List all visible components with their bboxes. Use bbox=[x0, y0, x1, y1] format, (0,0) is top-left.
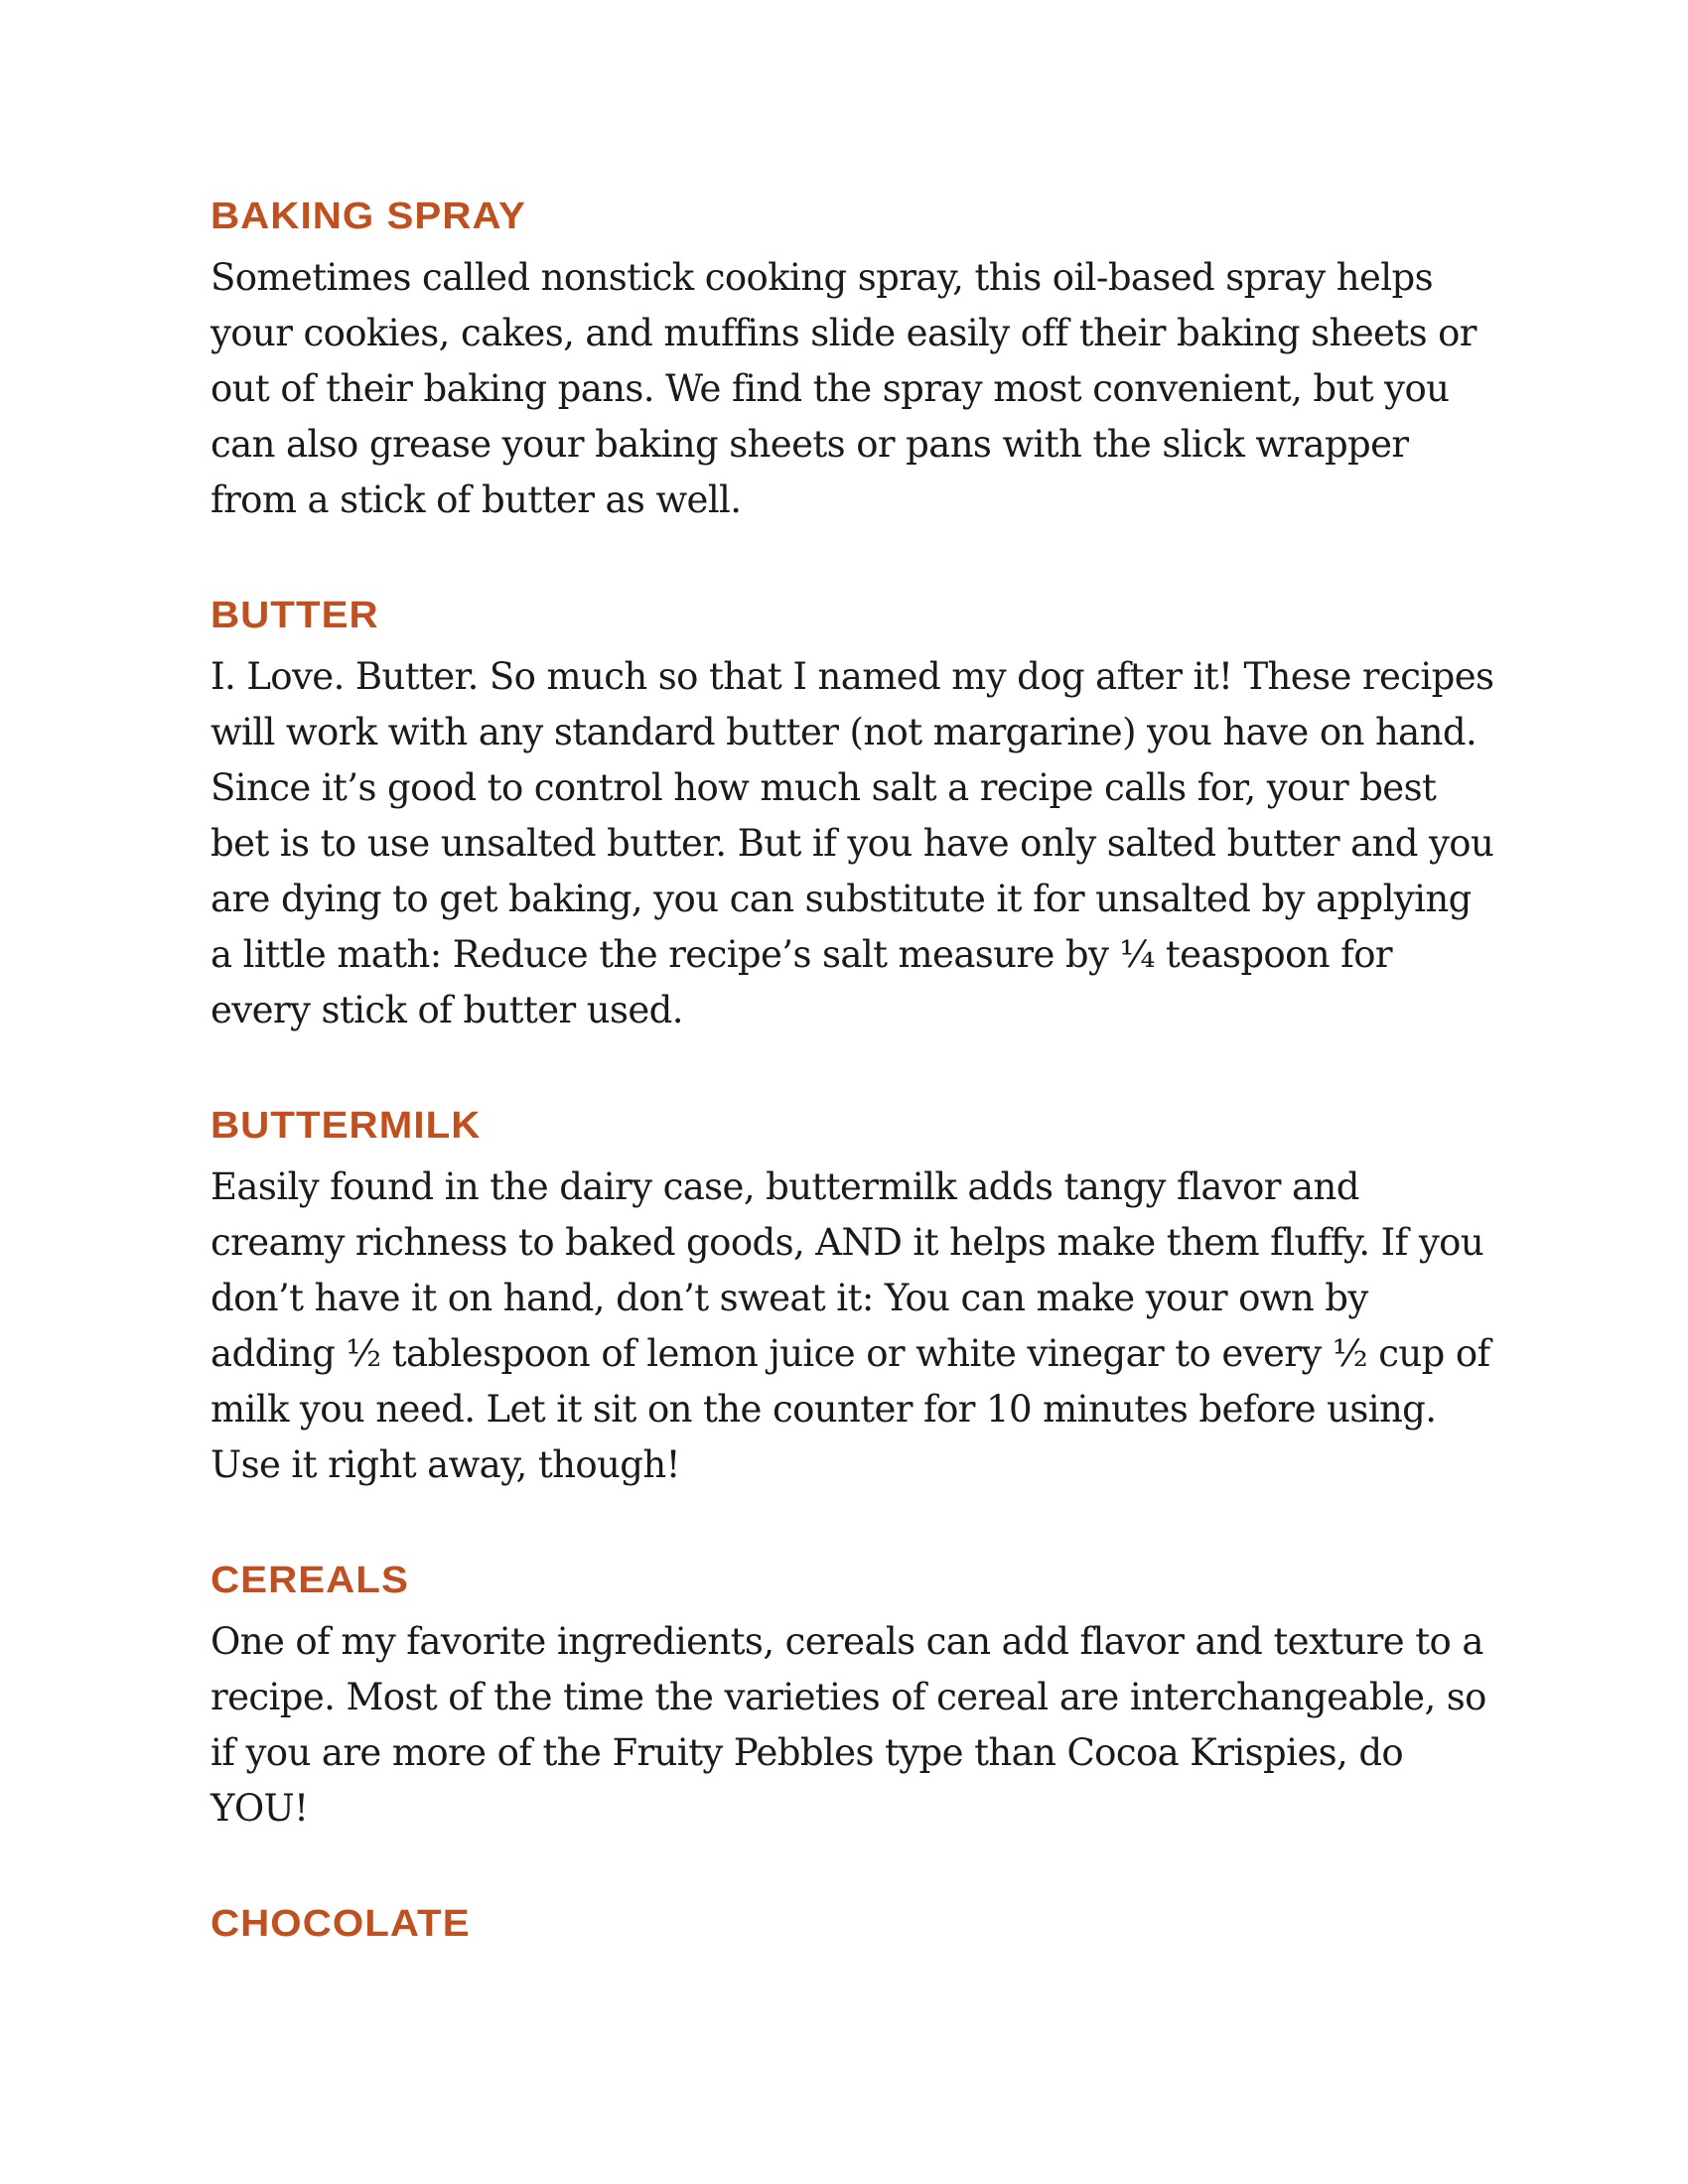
glossary-page bbox=[211, 195, 1501, 2011]
entry-heading: BAKING SPRAY bbox=[211, 196, 526, 237]
entry-heading: BUTTERMILK bbox=[211, 1105, 482, 1147]
entry-buttermilk bbox=[211, 1104, 1501, 1493]
entry-chocolate bbox=[211, 1902, 1501, 1946]
entry-body: I. Love. Butter. So much so that I named my dog after it! These recipes will work with any standard butter (not margarine) you have on hand. Since it’s good to control how much salt a recipe calls for, your best bet is to use unsalted butter. But if you have only salted butter and you are dying to get baking, you can substitute it for unsalted by applying a little math: Reduce the recipe’s salt measure by ¼ teaspoon for every stick of butter used. bbox=[211, 655, 1494, 1031]
entry-heading: CHOCOLATE bbox=[211, 1903, 471, 1945]
entry-butter bbox=[211, 594, 1501, 1038]
entry-heading: BUTTER bbox=[211, 595, 379, 636]
entry-body: Easily found in the dairy case, buttermilk adds tangy flavor and creamy richness to baked goods, AND it helps make them fluffy. If you don’t have it on hand, don’t sweat it: You can make your own by adding ½ tablespoon of lemon juice or white vinegar to every ½ cup of milk you need. Let it sit on the counter for 10 minutes before using. Use it right away, though! bbox=[211, 1165, 1490, 1486]
entry-body: Sometimes called nonstick cooking spray, this oil-based spray helps your cookies, cakes, and muffins slide easily off their baking sheets or out of their baking pans. We find the spray most convenient, but you can also grease your baking sheets or pans with the slick wrapper from a stick of butter as well. bbox=[211, 256, 1477, 521]
entry-body: One of my favorite ingredients, cereals can add flavor and texture to a recipe. Most of the time the varieties of cereal are interchangeable, so if you are more of the Fruity Pebbles type than Cocoa Krispies, do YOU! bbox=[211, 1620, 1486, 1830]
entry-cereals bbox=[211, 1559, 1501, 1837]
entry-heading: CEREALS bbox=[211, 1560, 409, 1601]
entry-baking-spray bbox=[211, 195, 1501, 528]
